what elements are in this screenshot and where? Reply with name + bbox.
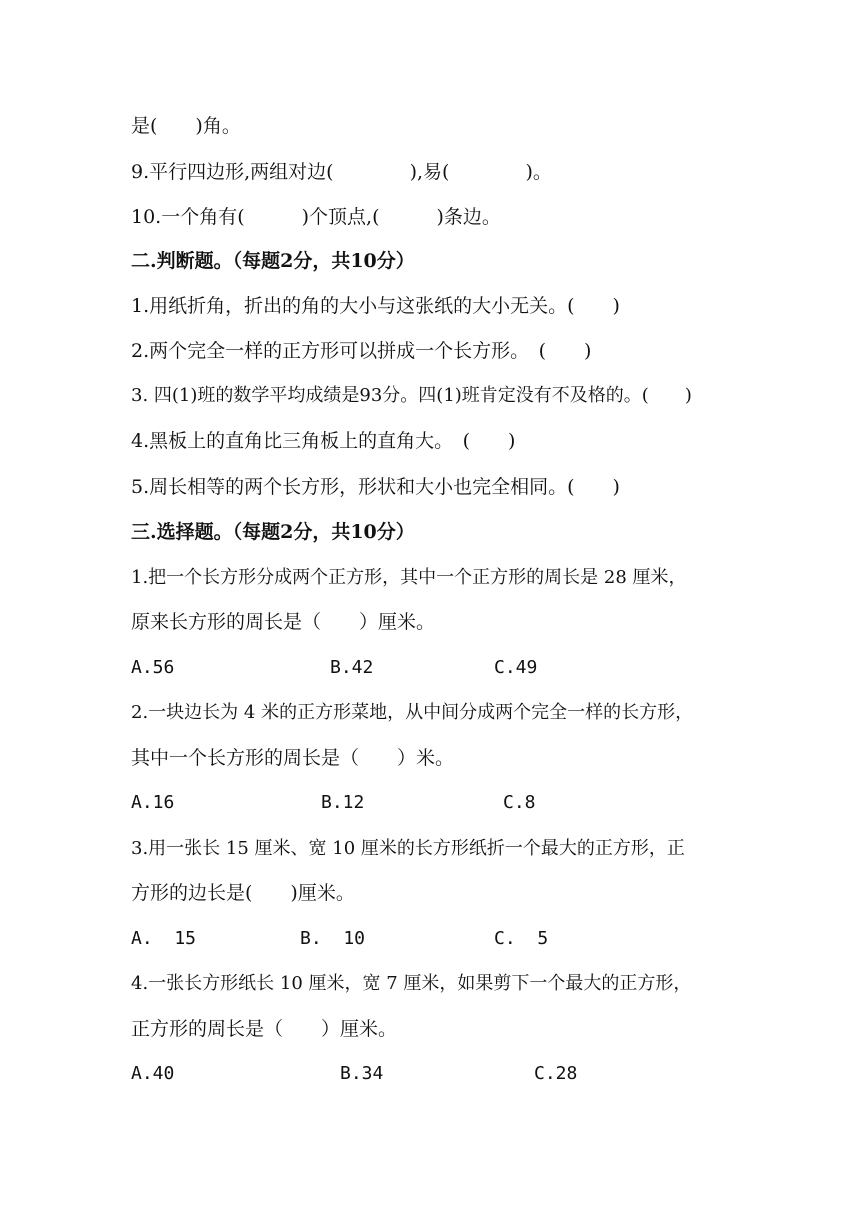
choice-2-option-b: B.12: [321, 792, 365, 813]
judge-question-1: 1.用纸折角，折出的角的大小与这张纸的大小无关。( ): [131, 295, 620, 317]
judge-question-5: 5.周长相等的两个长方形，形状和大小也完全相同。( ): [131, 476, 620, 498]
choice-2-option-a: A.16: [131, 792, 175, 813]
choice-4-option-a: A.40: [131, 1063, 175, 1084]
choice-4-option-c: C.28: [534, 1063, 578, 1084]
choice-question-4-line-2: 正方形的周长是（ ）厘米。: [131, 1018, 398, 1040]
choice-3-option-b: B. 10: [300, 928, 366, 949]
choice-question-1-line-1: 1.把一个长方形分成两个正方形，其中一个正方形的周长是 28 厘米，: [131, 567, 687, 588]
choice-question-2-line-2: 其中一个长方形的周长是（ ）米。: [131, 747, 455, 769]
question-9: 9.平行四边形,两组对边( ),易( )。: [131, 161, 552, 183]
choice-3-option-a: A. 15: [131, 928, 197, 949]
choice-2-option-c: C.8: [503, 792, 536, 813]
judge-question-3: 3. 四(1)班的数学平均成绩是93分。四(1)班肯定没有不及格的。( ): [131, 385, 692, 406]
section-2-heading: 二.判断题。（每题2分，共10分）: [131, 250, 415, 272]
choice-question-3-line-1: 3.用一张长 15 厘米、宽 10 厘米的长方形纸折一个最大的正方形，正: [131, 838, 685, 859]
question-8-continuation: 是( )角。: [131, 115, 241, 137]
choice-3-option-c: C. 5: [494, 928, 549, 949]
section-3-heading: 三.选择题。（每题2分，共10分）: [131, 521, 415, 543]
choice-1-option-c: C.49: [494, 657, 538, 678]
choice-question-3-line-2: 方形的边长是( )厘米。: [131, 882, 355, 904]
choice-question-1-line-2: 原来长方形的周长是（ ）厘米。: [131, 611, 436, 633]
choice-question-4-line-1: 4.一张长方形纸长 10 厘米，宽 7 厘米，如果剪下一个最大的正方形，: [131, 973, 692, 994]
question-10: 10.一个角有( )个顶点,( )条边。: [131, 206, 501, 228]
judge-question-2: 2.两个完全一样的正方形可以拼成一个长方形。 ( ): [131, 340, 592, 362]
choice-4-option-b: B.34: [340, 1063, 384, 1084]
choice-1-option-a: A.56: [131, 657, 175, 678]
judge-question-4: 4.黑板上的直角比三角板上的直角大。 ( ): [131, 430, 516, 452]
choice-1-option-b: B.42: [330, 657, 374, 678]
choice-question-2-line-1: 2.一块边长为 4 米的正方形菜地，从中间分成两个完全一样的长方形，: [131, 702, 694, 723]
